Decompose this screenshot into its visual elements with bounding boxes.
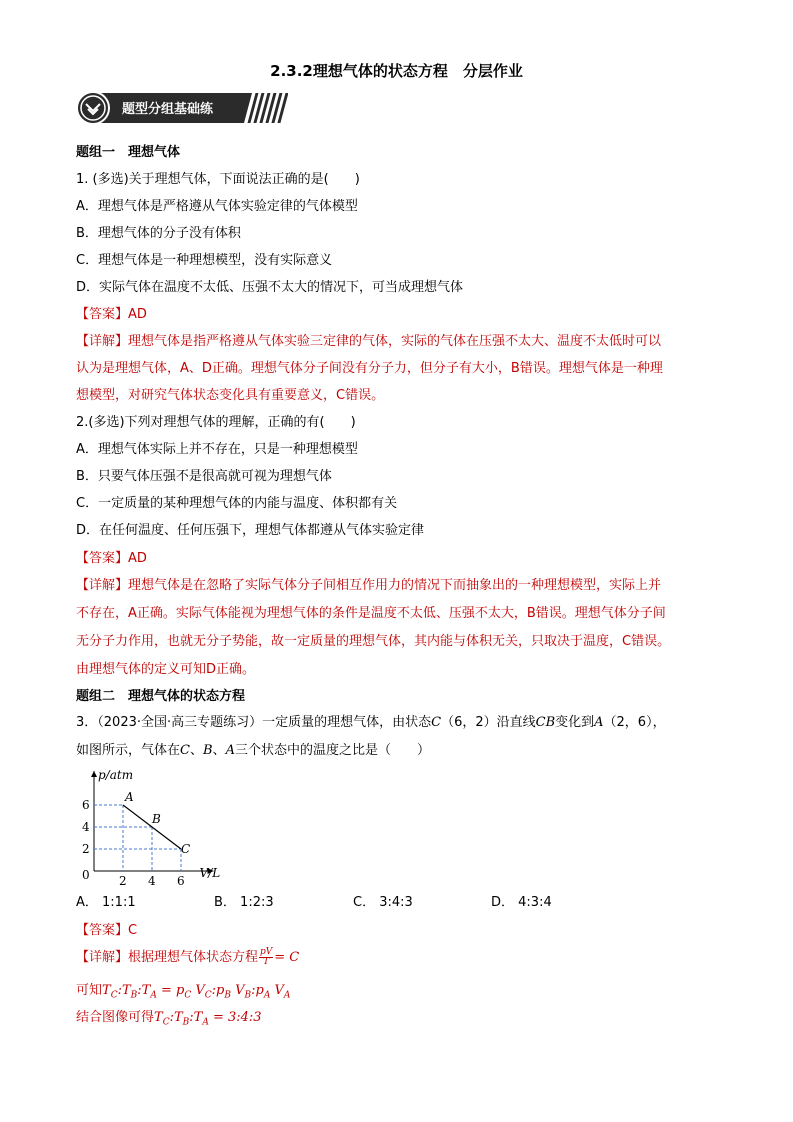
q3-detail-result: 结合图像可得$T_C:T_B:T_A$ = 3:4:3: [76, 1010, 262, 1028]
q1-detail-line: 【详解】理想气体是指严格遵从气体实验三定律的气体，实际的气体在压强不太大、温度不太低时可以: [76, 334, 662, 349]
q2-detail-line: 不存在，A正确。实际气体能视为理想气体的条件是温度不太低、压强不太大，B错误。理想气体分子间: [76, 606, 666, 621]
q2-option-b: B．只要气体压强不是很高就可视为理想气体: [76, 469, 332, 484]
point-label: A: [125, 790, 134, 804]
q1-detail-line: 想模型，对研究气体状态变化具有重要意义，C错误。: [76, 388, 385, 403]
x-axis-label: V/L: [199, 866, 221, 880]
q1-option-d: D．实际气体在温度不太低、压强不太大的情况下，可当成理想气体: [76, 280, 464, 295]
x-tick-label: 6: [177, 874, 185, 887]
y-tick-label: 4: [82, 820, 90, 834]
group2-heading: 题组二 理想气体的状态方程: [76, 689, 246, 704]
q2-stem: 2.(多选)下列对理想气体的理解，正确的有( ): [76, 415, 356, 430]
q3-option-b: B． 1:2:3: [214, 895, 274, 910]
q2-answer: 【答案】AD: [76, 551, 147, 566]
q2-option-d: D．在任何温度、任何压强下，理想气体都遵从气体实验定律: [76, 523, 425, 538]
q1-detail-line: 认为是理想气体，A、D正确。理想气体分子间没有分子力，但分子有大小，B错误。理想气体是一种理: [76, 361, 663, 376]
q3-stem-line2: 如图所示，气体在C、B、A三个状态中的温度之比是（ ）: [76, 743, 430, 758]
q2-option-c: C．一定质量的某种理想气体的内能与温度、体积都有关: [76, 496, 398, 511]
banner-text: 题型分组基础练: [122, 102, 214, 117]
pv-graph: [76, 765, 246, 887]
y-tick-label: 6: [82, 798, 90, 812]
point-label: C: [181, 842, 191, 856]
q2-detail-line: 无分子力作用，也就无分子势能，故一定质量的理想气体，其内能与体积无关，只取决于温度，C错误。: [76, 634, 671, 649]
origin-label: 0: [82, 868, 90, 882]
y-axis-arrow: [91, 771, 97, 777]
q3-option-d: D． 4:3:4: [491, 895, 552, 910]
q3-detail-ratio: 可知$T_C:T_B:T_A = p_C$ $V_C:p_B$ $V_B:p_A$ $V_A$: [76, 983, 291, 1001]
q3-answer: 【答案】C: [76, 923, 138, 938]
q1-option-b: B．理想气体的分子没有体积: [76, 226, 241, 241]
q2-detail-line: 由理想气体的定义可知D正确。: [76, 662, 256, 677]
q3-option-a: A． 1:1:1: [76, 895, 136, 910]
q2-option-a: A．理想气体实际上并不存在，只是一种理想模型: [76, 442, 358, 457]
q1-stem: 1. (多选)关于理想气体，下面说法正确的是( ): [76, 172, 360, 187]
section-banner: [76, 91, 288, 125]
q3-option-c: C． 3:4:3: [353, 895, 413, 910]
page-title: 2.3.2理想气体的状态方程 分层作业: [270, 62, 523, 80]
y-axis-label: p/atm: [98, 768, 134, 782]
x-tick-label: 4: [148, 874, 156, 887]
q1-answer: 【答案】AD: [76, 307, 147, 322]
group1-heading: 题组一 理想气体: [76, 145, 181, 160]
q3-detail-equation: 【详解】根据理想气体状态方程 $\frac{pV}{T}$ = C: [76, 947, 300, 967]
y-tick-label: 2: [82, 842, 90, 856]
q1-option-c: C．理想气体是一种理想模型，没有实际意义: [76, 253, 333, 268]
q2-detail-line: 【详解】理想气体是在忽略了实际气体分子间相互作用力的情况下而抽象出的一种理想模型，实际上并: [76, 578, 662, 593]
q3-stem-line1: 3．（2023·全国·高三专题练习）一定质量的理想气体，由状态C（6，2）沿直线CB变化到A（2，6），: [76, 715, 666, 730]
point-label: B: [152, 812, 161, 826]
q1-option-a: A．理想气体是严格遵从气体实验定律的气体模型: [76, 199, 358, 214]
book-icon: [77, 92, 109, 124]
x-tick-label: 2: [119, 874, 127, 887]
